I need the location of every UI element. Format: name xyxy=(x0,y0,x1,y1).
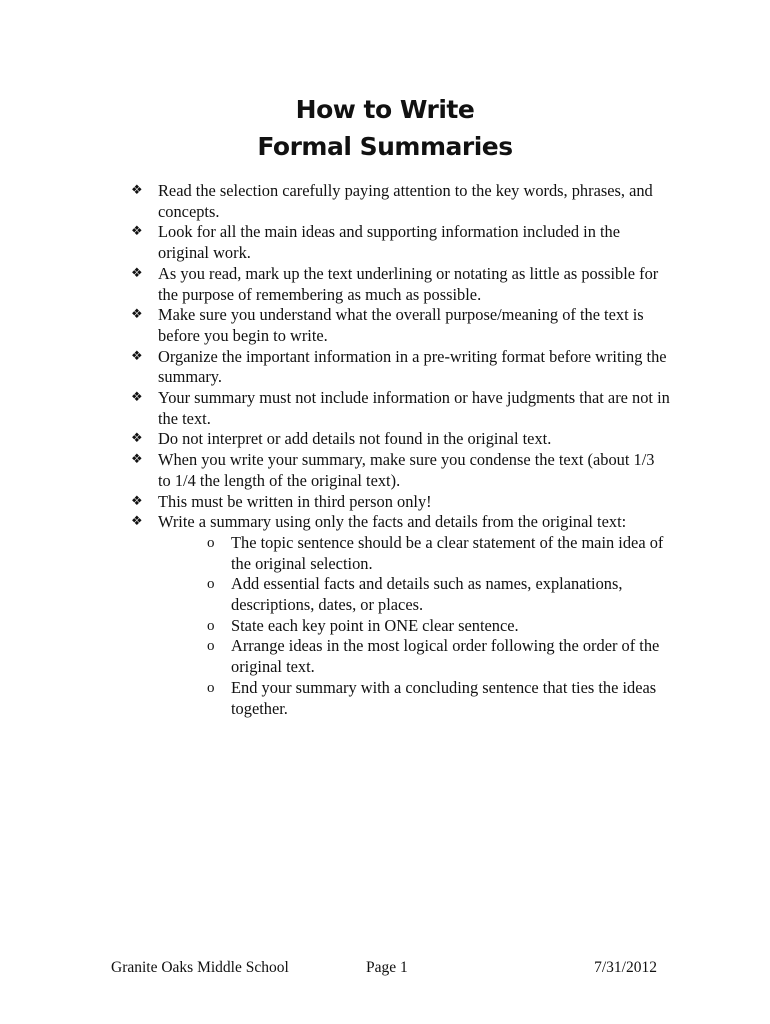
circle-bullet-icon: o xyxy=(207,576,215,593)
list-item-text: Look for all the main ideas and supporting information included in the original work. xyxy=(158,222,621,263)
list-item xyxy=(131,492,671,513)
list-item-text: This must be written in third person only! xyxy=(158,491,432,511)
list-item-text: Your summary must not include information or have judgments that are not in the text. xyxy=(158,388,670,428)
sub-list-item xyxy=(203,574,671,615)
diamond-bullet-icon: ❖ xyxy=(131,183,143,198)
list-item xyxy=(131,429,671,450)
diamond-bullet-icon: ❖ xyxy=(131,514,143,530)
diamond-bullet-icon: ❖ xyxy=(131,224,143,240)
diamond-bullet-icon: ❖ xyxy=(131,431,143,447)
list-item xyxy=(131,305,671,346)
instruction-list xyxy=(131,181,671,719)
footer-date: 7/31/2012 xyxy=(594,959,657,976)
circle-bullet-icon: o xyxy=(207,638,215,655)
sub-list-item xyxy=(203,636,671,677)
list-item-text: When you write your summary, make sure you condense the text (about 1/3 to 1/4 the length of the original text). xyxy=(158,450,655,490)
list-item-text: Organize the important information in a pre-writing format before writing the summary. xyxy=(158,346,667,387)
summary-guidelines-sublist xyxy=(158,533,671,719)
sub-list-item xyxy=(203,533,671,574)
title-line-1: How to Write xyxy=(295,95,475,124)
list-item xyxy=(131,347,671,388)
list-item xyxy=(131,264,671,305)
diamond-bullet-icon: ❖ xyxy=(131,493,143,509)
sub-list-item xyxy=(203,678,671,719)
list-item-text: As you read, mark up the text underlining or notating as little as possible for the purpose of remembering as much as possible. xyxy=(158,263,659,304)
sub-list-item-text: Add essential facts and details such as names, explanations, descriptions, dates, or places. xyxy=(231,574,623,615)
diamond-bullet-icon: ❖ xyxy=(131,452,143,468)
sub-list-item-text: State each key point in ONE clear sentence. xyxy=(231,615,519,635)
sub-list-item xyxy=(203,616,671,637)
list-item xyxy=(131,181,671,222)
sub-list-item-text: Arrange ideas in the most logical order following the order of the original text. xyxy=(231,636,660,677)
title-line-2: Formal Summaries xyxy=(257,132,513,161)
diamond-bullet-icon: ❖ xyxy=(131,348,143,364)
circle-bullet-icon: o xyxy=(207,679,215,696)
sub-list-item-text: The topic sentence should be a clear statement of the main idea of the original selection. xyxy=(231,532,664,573)
list-item xyxy=(131,512,671,719)
diamond-bullet-icon: ❖ xyxy=(131,390,143,406)
circle-bullet-icon: o xyxy=(207,617,215,634)
circle-bullet-icon: o xyxy=(207,534,215,551)
list-item xyxy=(131,388,671,429)
list-item-text: Make sure you understand what the overall purpose/meaning of the text is before you begin to write. xyxy=(158,305,644,345)
diamond-bullet-icon: ❖ xyxy=(131,307,143,323)
footer-school-name: Granite Oaks Middle School xyxy=(111,959,289,976)
diamond-bullet-icon: ❖ xyxy=(131,265,143,281)
list-item-text: Write a summary using only the facts and details from the original text: xyxy=(158,512,627,532)
sub-list-item-text: End your summary with a concluding sentence that ties the ideas together. xyxy=(231,677,657,718)
footer-page-number: Page 1 xyxy=(366,959,408,976)
list-item-text: Read the selection carefully paying attention to the key words, phrases, and concepts. xyxy=(158,181,653,221)
list-item xyxy=(131,450,671,491)
list-item-text: Do not interpret or add details not found in the original text. xyxy=(158,429,552,449)
list-item xyxy=(131,222,671,263)
